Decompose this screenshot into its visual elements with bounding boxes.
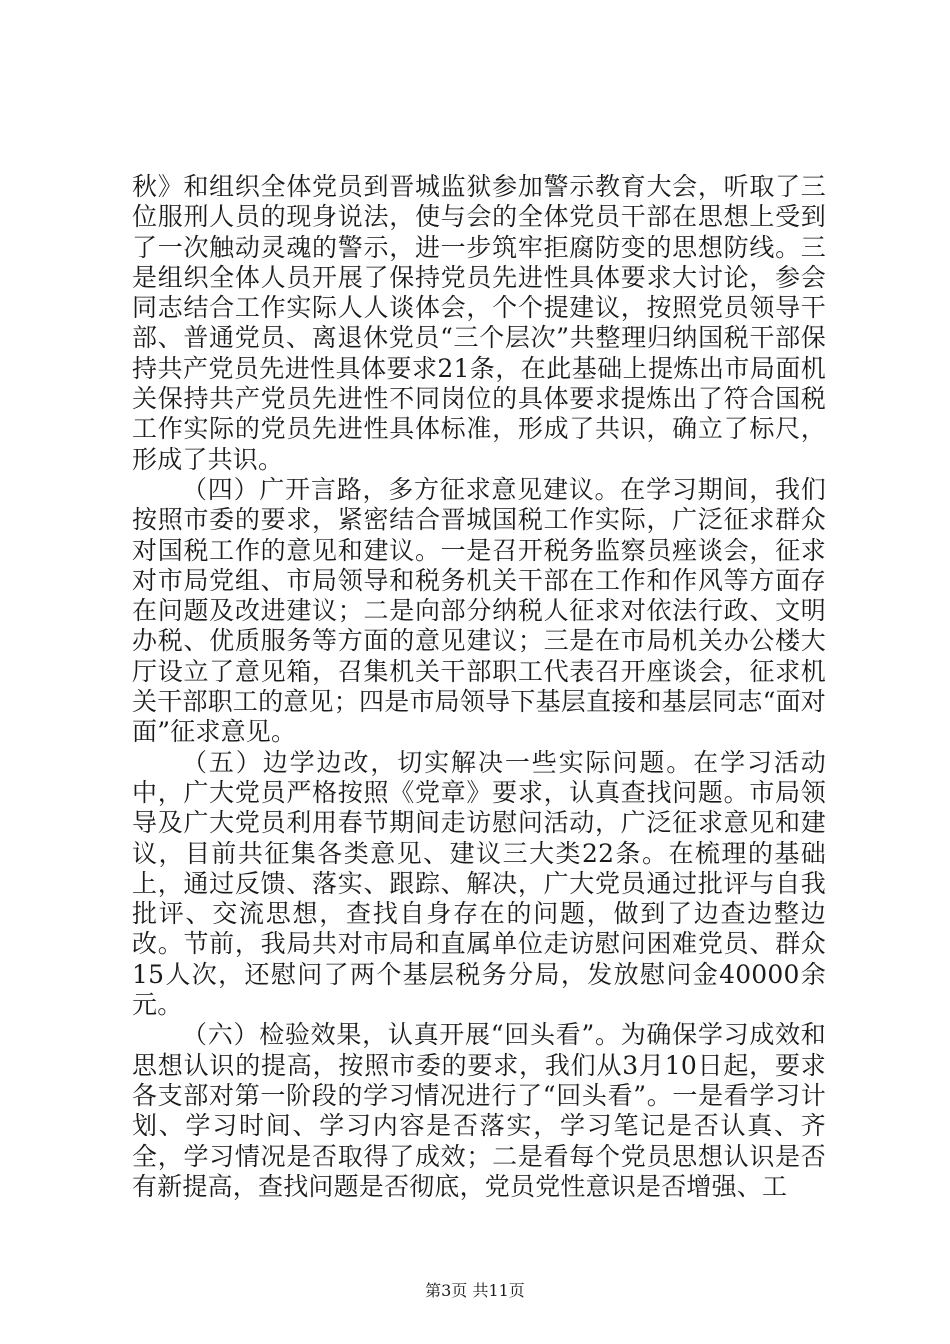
page-number-footer: 第3页 共11页 — [425, 1281, 525, 1300]
paragraph-section-4: （四）广开言路，多方征求意见建议。在学习期间，我们按照市委的要求，紧密结合晋城国税工作实际，广泛征求群众对国税工作的意见和建议。一是召开税务监察员痤谈会，征求对市局党组、市局领导和税务机关干部在工作和作风等方面存在问题及改进建议；二是向部分纳税人征求对依法行政、文明办税、优质服务等方面的意见建议；三是在市局机关办公楼大厅设立了意见箱，召集机关干部职工代表召开座谈会，征求机关干部职工的意见；四是市局领导下基层直接和基层同志“面对面”征求意见。 — [132, 474, 826, 747]
document-body — [132, 172, 826, 1202]
paragraph-section-6: （六）检验效果，认真开展“回头看”。为确保学习成效和思想认识的提高，按照市委的要求，我们从3月10日起，要求各支部对第一阶段的学习情况进行了“回头看”。一是看学习计划、学习时间、学习内容是否落实，学习笔记是否认真、齐全，学习情况是否取得了成效；二是看每个党员思想认识是否有新提高，查找问题是否彻底，党员党性意识是否增强、工 — [132, 1020, 826, 1201]
paragraph-continuation: 秋》和组织全体党员到晋城监狱参加警示教育大会，听取了三位服刑人员的现身说法，使与会的全体党员干部在思想上受到了一次触动灵魂的警示，进一步筑牢拒腐防变的思想防线。三是组织全体人员开展了保持党员先进性具体要求大讨论，参会同志结合工作实际人人谈体会，个个提建议，按照党员领导干部、普通党员、离退休党员“三个层次”共整理归纳国税干部保持共产党员先进性具体要求21条，在此基础上提炼出市局面机关保持共产党员先进性不同岗位的具体要求提炼出了符合国税工作实际的党员先进性具体标准，形成了共识，确立了标尺，形成了共识。 — [132, 172, 826, 474]
paragraph-section-5: （五）边学边改，切实解决一些实际问题。在学习活动中，广大党员严格按照《党章》要求，认真查找问题。市局领导及广大党员利用春节期间走访慰问活动，广泛征求意见和建议，目前共征集各类意见、建议三大类22条。在梳理的基础上，通过反馈、落实、跟踪、解决，广大党员通过批评与自我批评、交流思想，查找自身存在的问题，做到了边查边整边改。节前，我局共对市局和直属单位走访慰问困难党员、群众15人次，还慰问了两个基层税务分局，发放慰问金40000余元。 — [132, 747, 826, 1020]
